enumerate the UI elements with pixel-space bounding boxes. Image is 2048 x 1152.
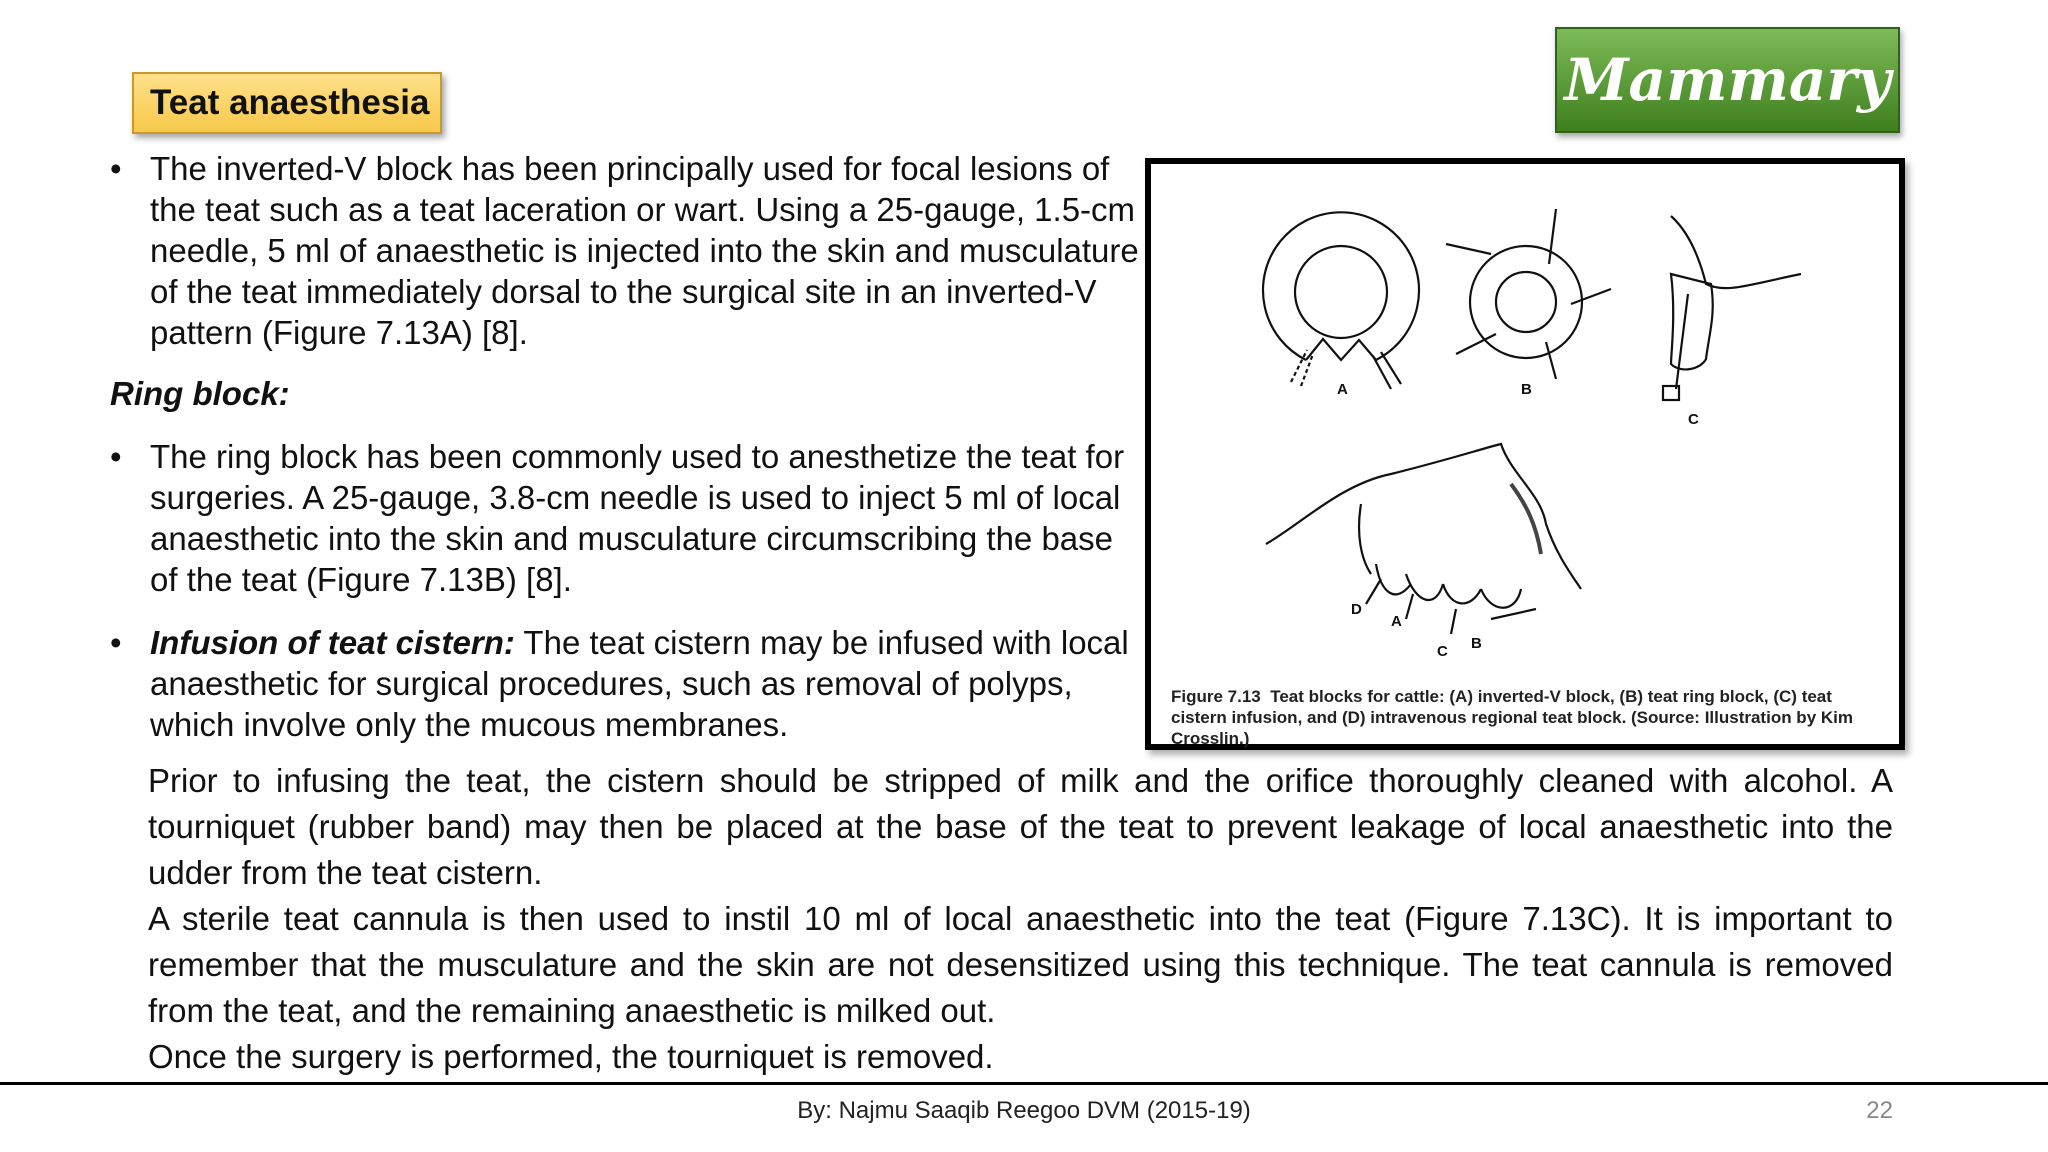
- infusion-lead: Infusion of teat cistern:: [150, 624, 515, 661]
- ring-block-heading: Ring block:: [110, 375, 290, 412]
- infusion-text: The teat cistern may be infused with local anaesthetic for surgical procedures, such as removal of polyps, which involve only the mucous membranes.: [150, 624, 1129, 743]
- paragraph-tourniquet: Once the surgery is performed, the tourniquet is removed.: [148, 1038, 994, 1075]
- paragraph-cannula: A sterile teat cannula is then used to instil 10 ml of local anaesthetic into the teat (Figure 7.13C). It is important to remember that the musculature and the skin are not desensitized using this technique. The teat cannula is removed from the teat, and the remaining anaesthetic is milked out.: [148, 900, 1893, 1029]
- figure-label-b-lower: B: [1471, 635, 1482, 652]
- page-number: 22: [1866, 1097, 1893, 1124]
- slide-title-badge: Teat anaesthesia: [132, 72, 442, 134]
- bullet-inverted-v: • The inverted-V block has been principally used for focal lesions of the teat such as a teat laceration or wart. Using a 25-gauge, 1.5-cm needle, 5 ml of anaesthetic is injected into the skin and musculature of the teat immediately dorsal to the surgical site in an inverted-V pattern (Figure 7.13A) [8].: [108, 148, 1148, 353]
- teat-block-figure: [1145, 158, 1905, 750]
- section-badge: Mammary: [1555, 27, 1900, 133]
- figure-label-a-lower: A: [1391, 613, 1402, 630]
- figure-label-b: B: [1521, 381, 1532, 398]
- footer-divider: [0, 1082, 2048, 1085]
- text-column: [108, 148, 1148, 745]
- footer-author: By: Najmu Saaqib Reegoo DVM (2015-19): [797, 1097, 1251, 1124]
- figure-caption: [1171, 686, 1887, 749]
- figure-caption-number: Figure 7.13: [1171, 687, 1261, 706]
- bullet-ring-block: • The ring block has been commonly used to anesthetize the teat for surgeries. A 25-gauge, 3.8-cm needle is used to inject 5 ml of local anaesthetic into the skin and musculature circumscribing the base of the teat (Figure 7.13B) [8].: [108, 436, 1148, 600]
- figure-label-a: A: [1337, 381, 1348, 398]
- figure-label-c: C: [1688, 411, 1699, 428]
- teat-block-illustration: [1151, 164, 1899, 674]
- figure-label-c-lower: C: [1437, 643, 1448, 660]
- bullet-infusion: [108, 622, 1148, 745]
- figure-caption-text: Teat blocks for cattle: (A) inverted-V block, (B) teat ring block, (C) teat cistern infusion, and (D) intravenous regional teat block. (Source: Illustration by Kim Crosslin.): [1171, 687, 1853, 748]
- paragraph-stripping: Prior to infusing the teat, the cistern should be stripped of milk and the orifice thoroughly cleaned with alcohol. A tourniquet (rubber band) may then be placed at the base of the teat to prevent leakage of local anaesthetic into the udder from the teat cistern.: [148, 762, 1893, 891]
- figure-label-d-lower: D: [1351, 601, 1362, 618]
